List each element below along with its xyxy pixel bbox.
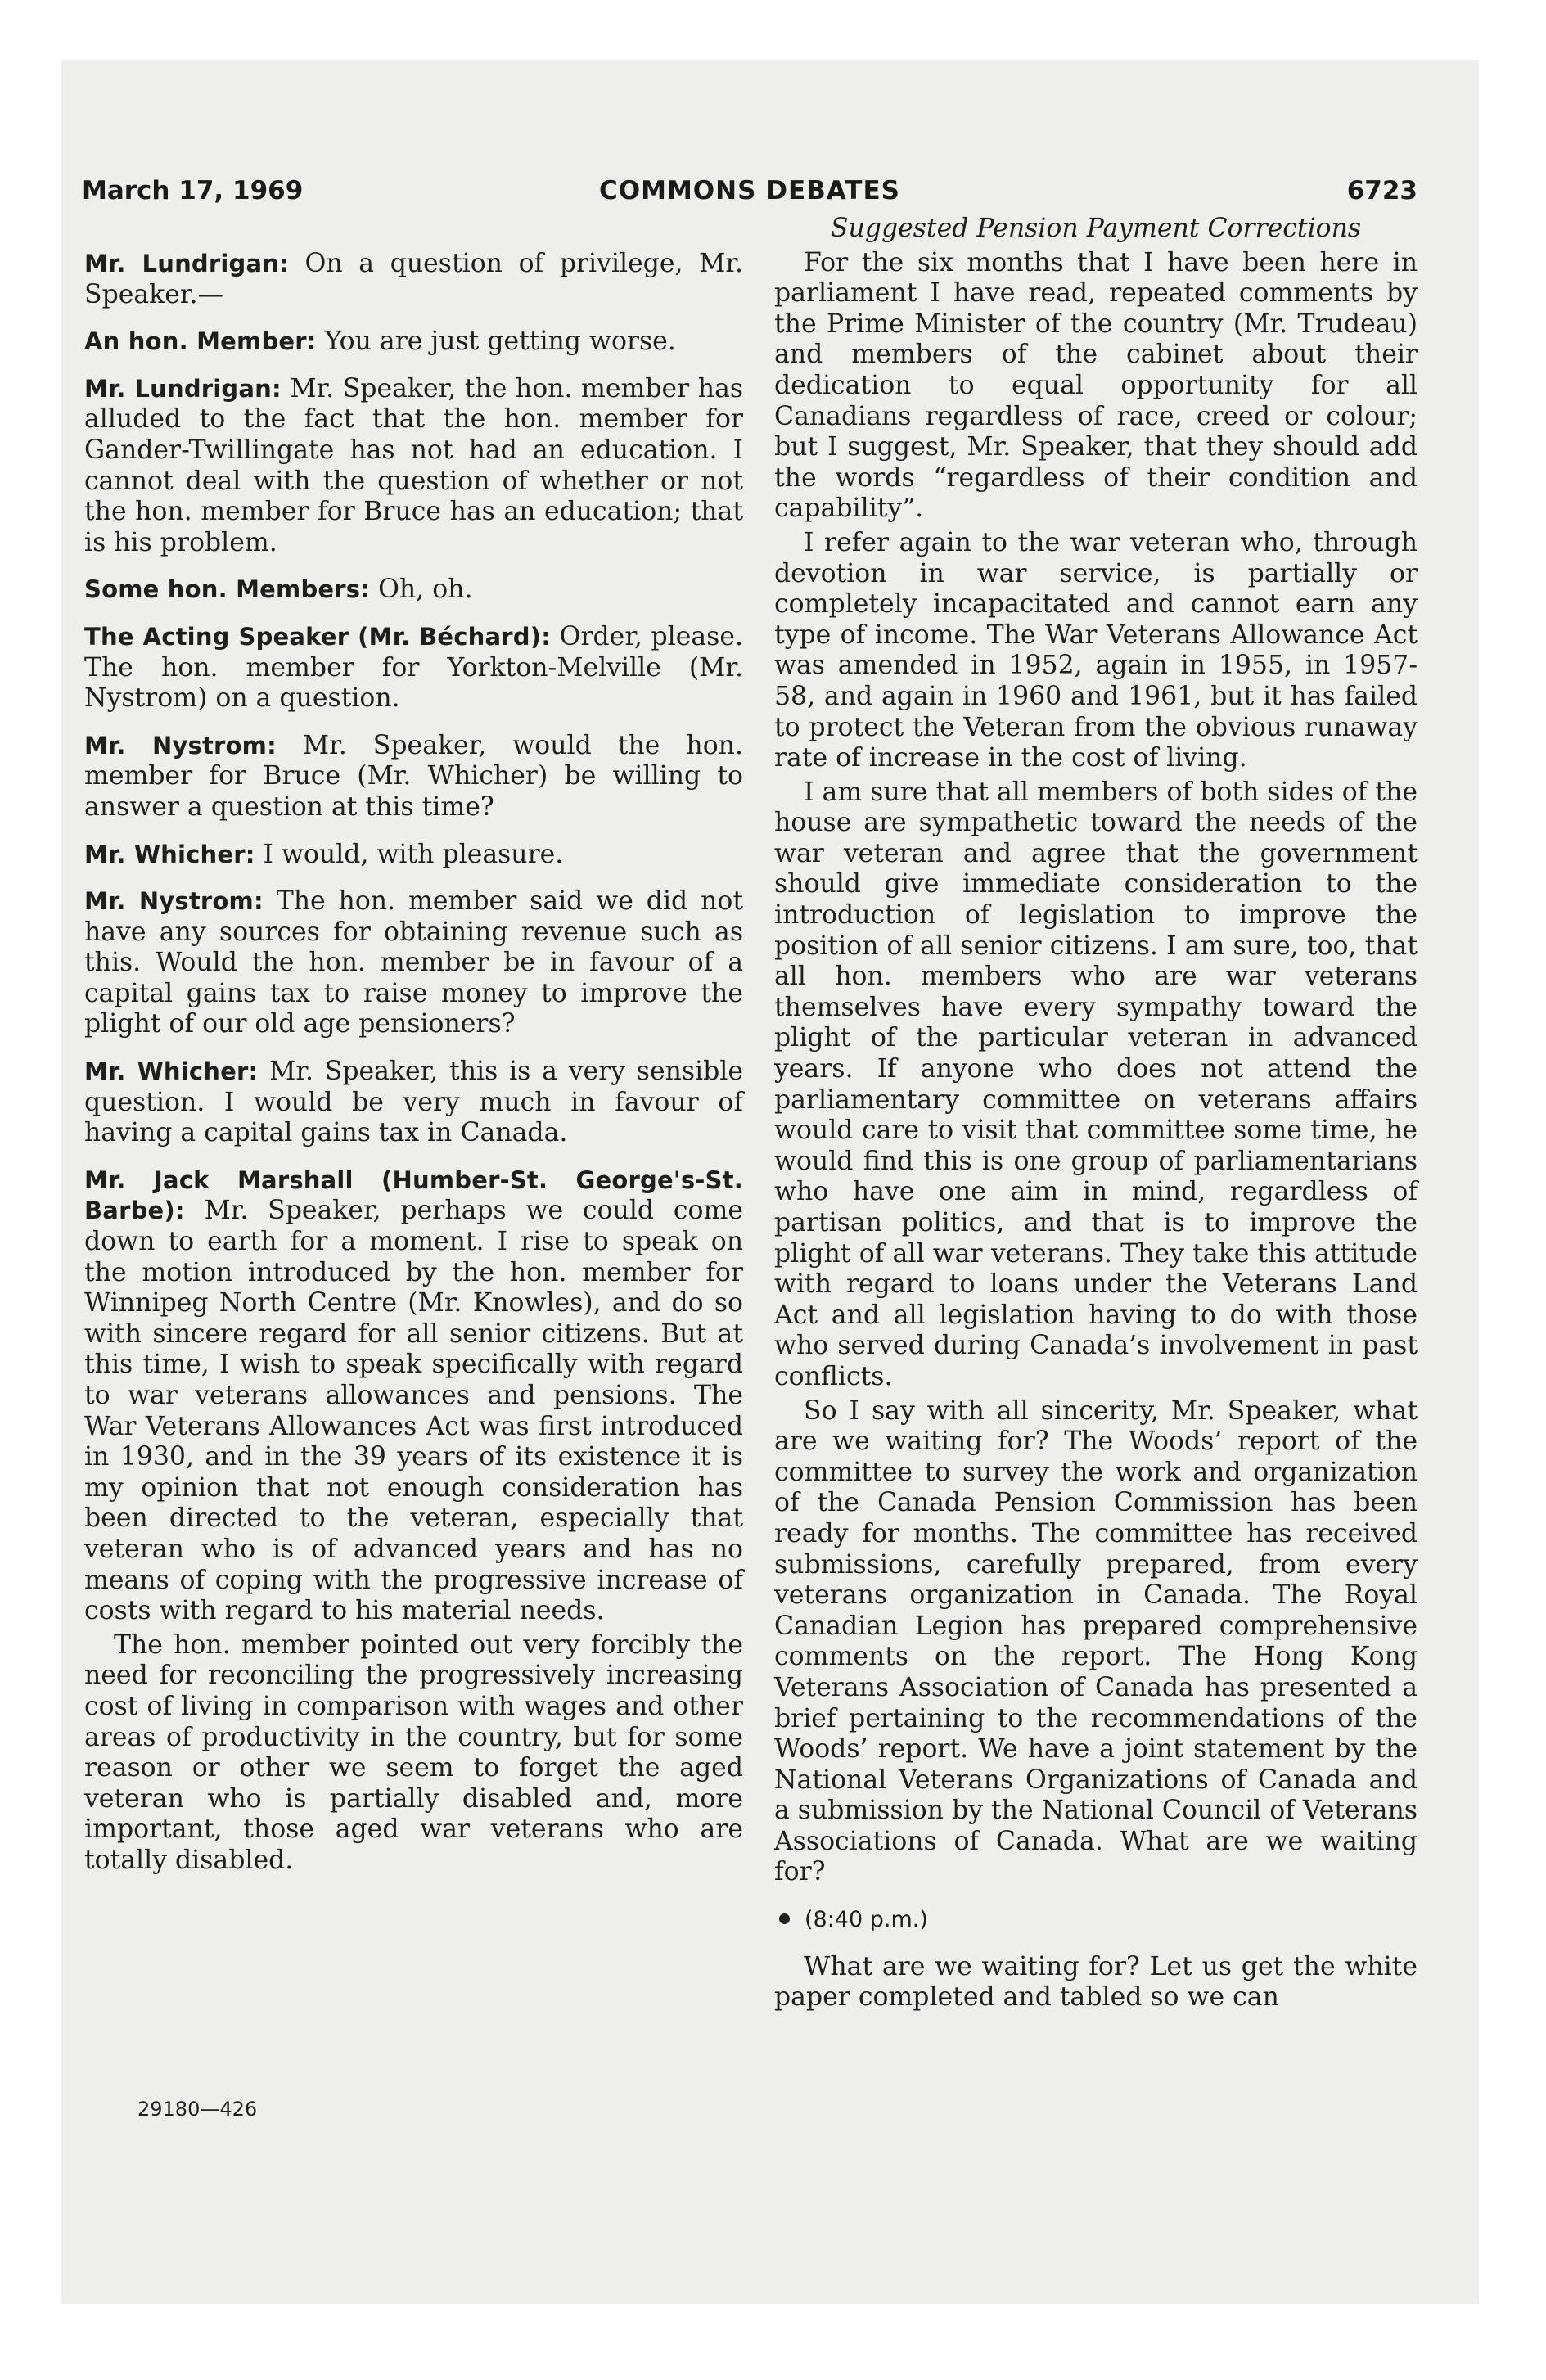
body-paragraph: For the six months that I have been here in parliament I have read, repeated comments by the Prime Minister of the country (Mr. Trudeau) and members of the cabinet about their dedication to equal opportunity for all Canadians regardless of race, creed or colour; but I suggest, Mr. Speaker, that they should add the words “regardless of their condition and capability”. (774, 247, 1418, 524)
speaker-name: Some hon. Members: (84, 575, 371, 604)
speech-paragraph (84, 1630, 743, 1877)
speaker-name: Mr. Lundrigan: (84, 250, 289, 277)
speech-paragraph (84, 1057, 743, 1149)
header-title: COMMONS DEBATES (599, 176, 900, 205)
speaker-name: Mr. Lundrigan: (84, 374, 282, 403)
speech-paragraph (84, 1165, 743, 1627)
speech-paragraph (84, 374, 743, 559)
time-stamp-text: (8:40 p.m.) (805, 1907, 928, 1933)
speech-text: Mr. Speaker, this is a very sensible question. I would be very much in favour of having a capital gains tax in Canada. (84, 1057, 744, 1148)
speech-text: Mr. Speaker, would the hon. member for Bruce (Mr. Whicher) be willing to answer a question at this time? (84, 730, 743, 822)
page-header (82, 174, 1418, 207)
speech-paragraph (84, 886, 743, 1040)
bullet-dot-icon (779, 1913, 790, 1924)
speech-text: The hon. member said we did not have any sources for obtaining revenue such as this. Would the hon. member be in favour of a capital gains tax to raise money to improve the plight of our old age pensioners? (84, 886, 743, 1039)
header-date: March 17, 1969 (82, 176, 304, 205)
speaker-name: Mr. Whicher: (84, 840, 255, 868)
speech-text: Mr. Speaker, the hon. member has alluded to the fact that the hon. member for Gander-Twillingate has not had an education. I cannot deal with the question of whether or not the hon. member for Bruce has an education; that is his problem. (84, 373, 744, 557)
speech-paragraph (84, 731, 743, 823)
speaker-name: Mr. Nystrom: (84, 731, 277, 760)
speech-text: Order, please. The hon. member for Yorkton-Melville (Mr. Nystrom) on a question. (84, 621, 744, 714)
speech-text: You are just getting worse. (324, 327, 676, 357)
speech-text: On a question of privilege, Mr. Speaker.— (84, 249, 744, 309)
speech-paragraph (84, 327, 743, 358)
speaker-name: An hon. Member: (84, 327, 317, 356)
speaker-name: The Acting Speaker (Mr. Béchard): (84, 622, 552, 651)
left-column (84, 249, 743, 1893)
print-code: 29180—426 (137, 2098, 258, 2121)
speaker-name: Mr. Nystrom: (84, 887, 264, 916)
body-paragraph: I am sure that all members of both sides of the house are sympathetic toward the needs of the war veteran and agree that the government should give immediate consideration to the introduction of legislation to improve the position of all senior citizens. I am sure, too, that all hon. members who are war veterans themselves have every sympathy toward the plight of the particular veteran in advanced years. If anyone who does not attend the parliamentary committee on veterans affairs would care to visit that committee some time, he would find this is one group of parliamentarians who have one aim in mind, regardless of partisan politics, and that is to improve the plight of all war veterans. They take this attitude with regard to loans under the Veterans Land Act and all legislation having to do with those who served during Canada’s involvement in past conflicts. (774, 777, 1418, 1391)
page-number: 6723 (1346, 176, 1418, 205)
speech-paragraph (84, 840, 743, 871)
section-subheading: Suggested Pension Payment Corrections (830, 214, 1362, 243)
speech-paragraph (84, 575, 743, 606)
time-stamp (774, 1904, 1418, 1936)
body-paragraph: I refer again to the war veteran who, through devotion in war service, is partially or completely incapacitated and cannot earn any type of income. The War Veterans Allowance Act was amended in 1952, again in 1955, in 1957-58, and again in 1960 and 1961, but it has failed to protect the Veteran from the obvious runaway rate of increase in the cost of living. (774, 527, 1418, 773)
speech-text: Oh, oh. (378, 575, 473, 605)
speech-text: Mr. Speaker, perhaps we could come down to earth for a moment. I rise to speak on the motion introduced by the hon. member for Winnipeg North Centre (Mr. Knowles), and do so with sincere regard for all senior citizens. But at this time, I wish to speak specifically with regard to war veterans allowances and pensions. The War Veterans Allowances Act was first introduced in 1930, and in the 39 years of its existence it is my opinion that not enough consideration has been directed to the veteran, especially that veteran who is of advanced years and has no means of coping with the progressive increase of costs with regard to his material needs. (84, 1196, 743, 1626)
speech-paragraph (84, 249, 743, 310)
body-paragraph: So I say with all sincerity, Mr. Speaker, what are we waiting for? The Woods’ report of the committee to survey the work and organization of the Canada Pension Commission has been ready for months. The committee has received submissions, carefully prepared, from every veterans organization in Canada. The Royal Canadian Legion has prepared comprehensive comments on the report. The Hong Kong Veterans Association of Canada has presented a brief pertaining to the recommendations of the Woods’ report. We have a joint statement by the National Veterans Organizations of Canada and a submission by the National Council of Veterans Associations of Canada. What are we waiting for? (774, 1395, 1418, 1887)
speech-text: The hon. member pointed out very forcibly the need for reconciling the progressively increasing cost of living in comparison with wages and other areas of productivity in the country, but for some reason or other we seem to forget the aged veteran who is partially disabled and, more important, those aged war veterans who are totally disabled. (84, 1629, 743, 1875)
speaker-name: Mr. Whicher: (84, 1057, 259, 1086)
speaker-name: Mr. Jack Marshall (Humber-St. George's-St. Barbe): (84, 1165, 743, 1225)
body-paragraph: What are we waiting for? Let us get the white paper completed and tabled so we can (774, 1951, 1418, 2013)
speech-paragraph (84, 622, 743, 714)
speech-text: I would, with pleasure. (263, 839, 564, 869)
right-column (774, 214, 1418, 2030)
